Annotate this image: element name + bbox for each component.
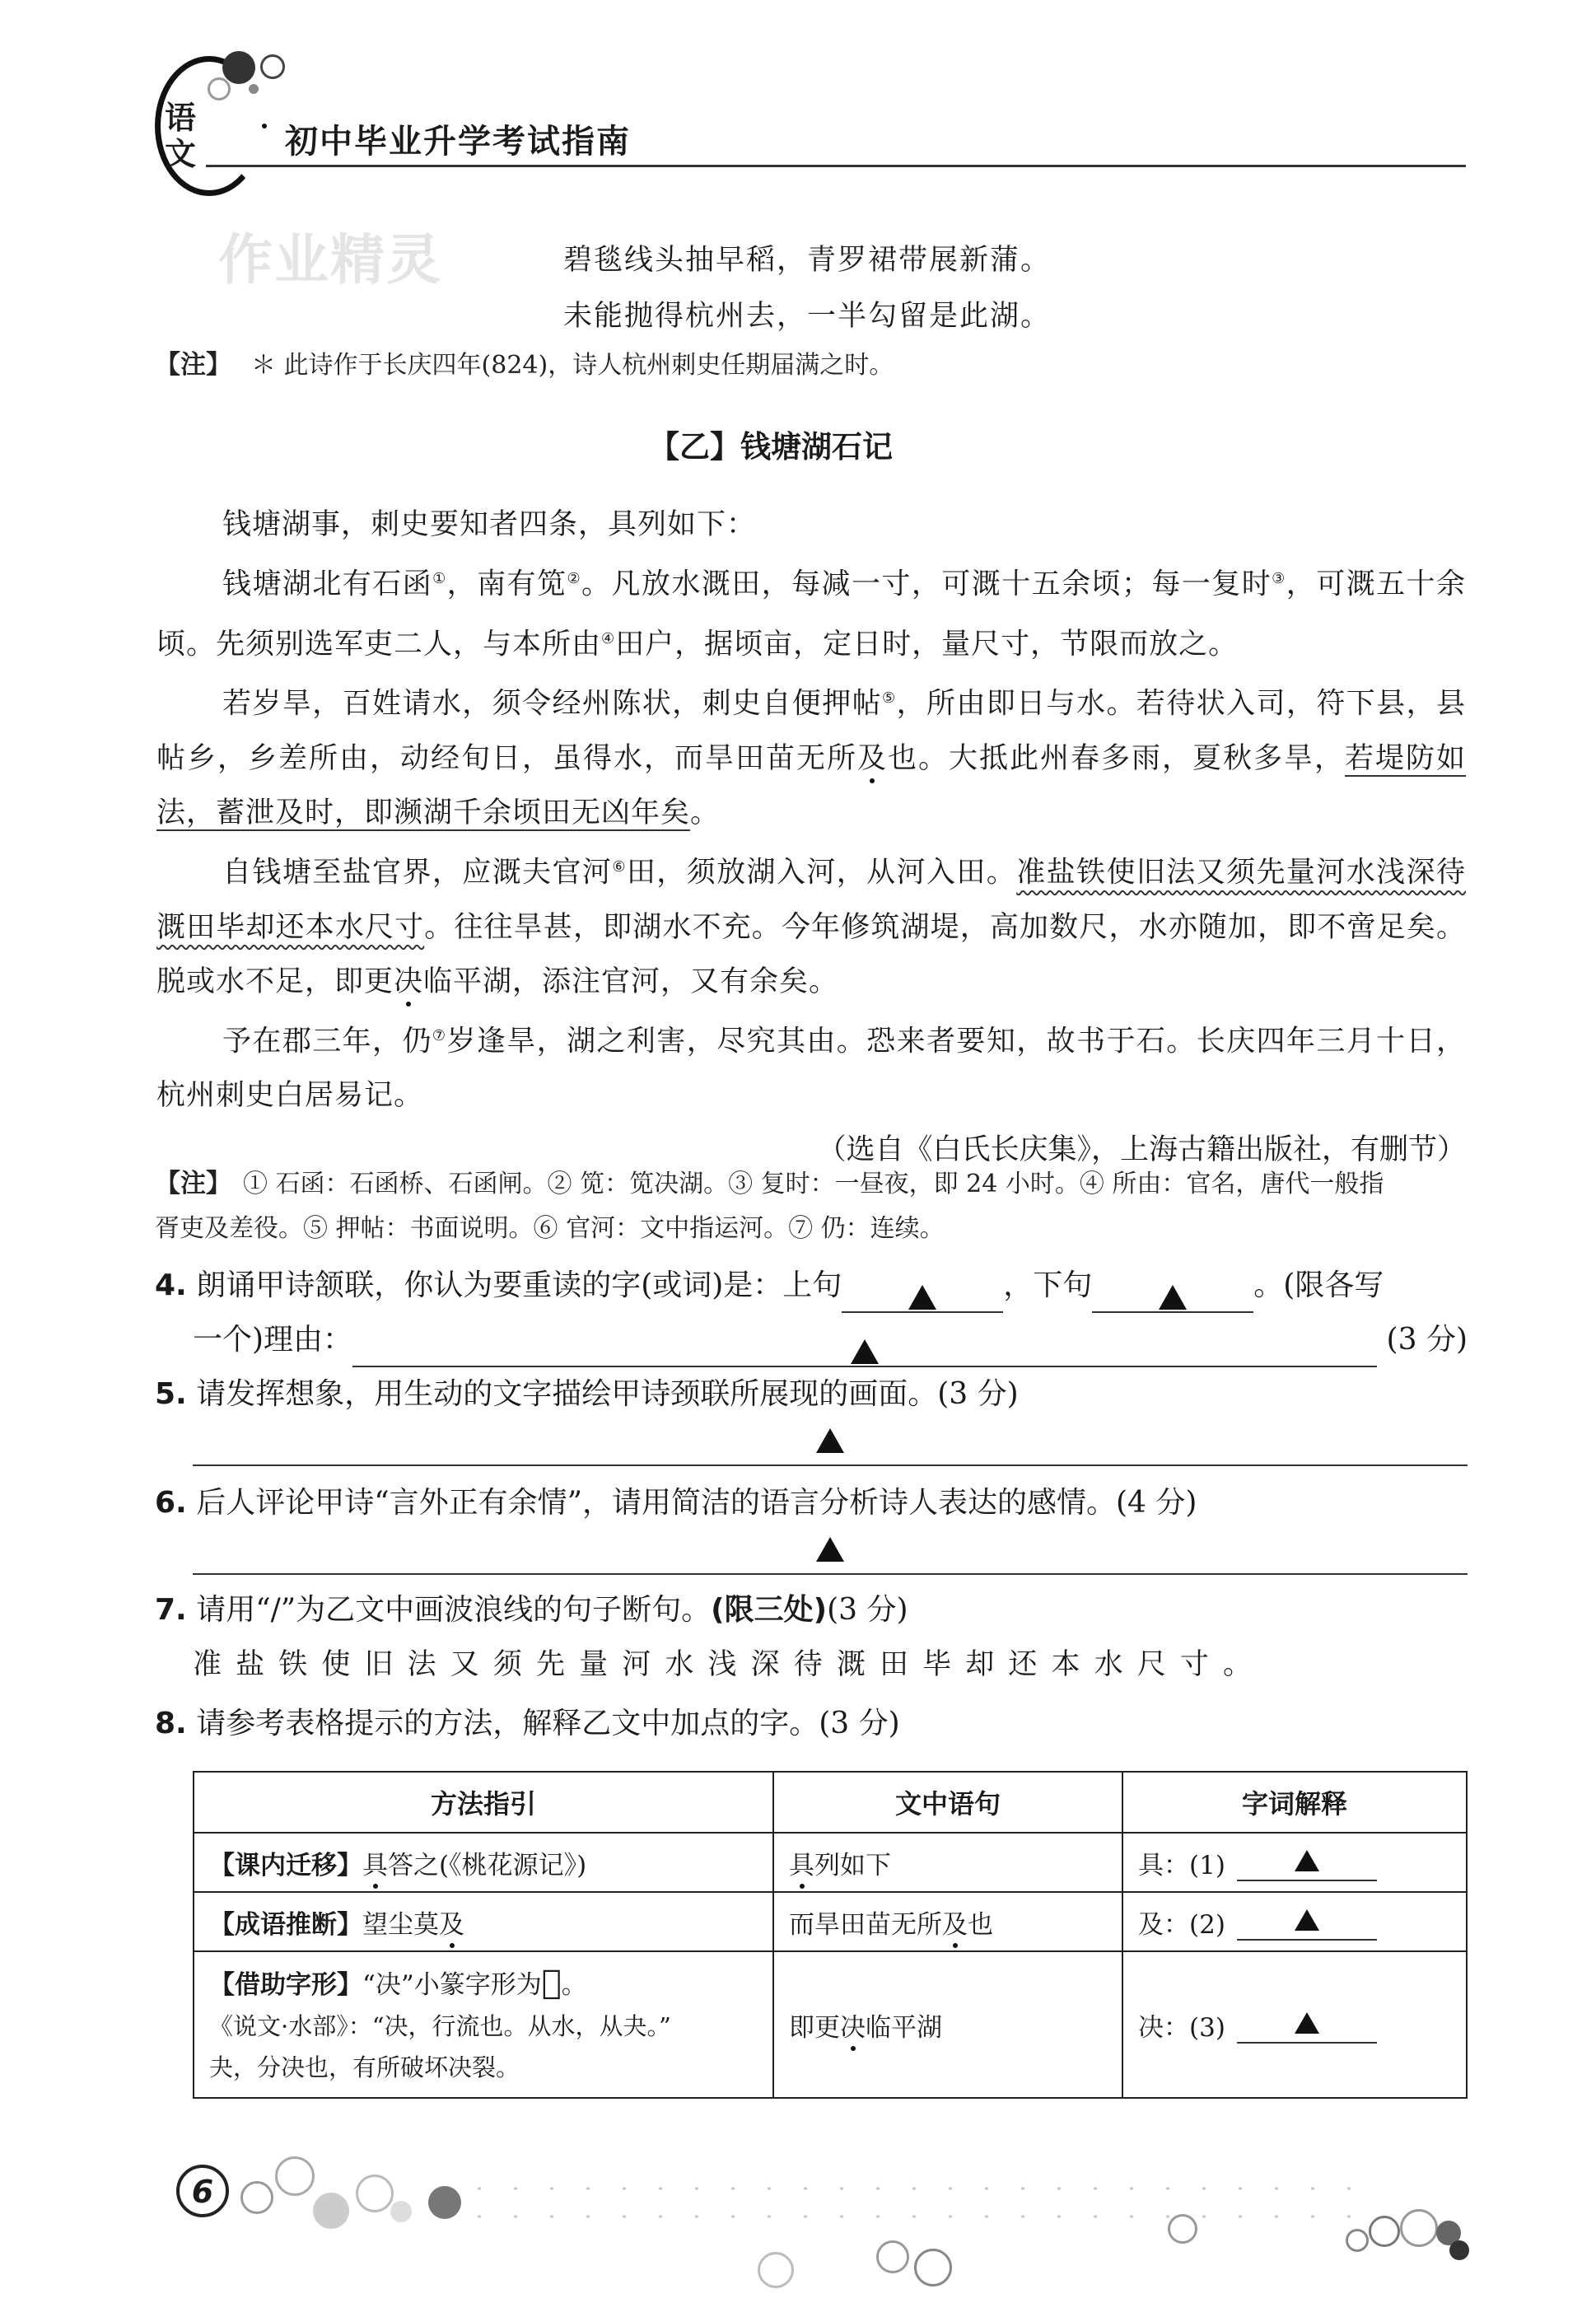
header-separator-dot [262,124,267,128]
footer-bubble [1369,2216,1400,2247]
footer-dotted-trail [461,2175,1367,2240]
table-row [194,1951,1467,2098]
footer-bubble [1449,2240,1469,2260]
footer-bubble [356,2175,394,2212]
table-header-method: 方法指引 [194,1772,773,1833]
table-cell-answer[interactable]: 及：(2) [1122,1892,1467,1951]
table-cell-answer[interactable]: 决：(3) [1122,1951,1467,2098]
watermark: 作业精灵 [218,228,442,292]
table-cell-sentence: 具列如下 [773,1833,1122,1892]
header-dot-tiny [249,84,259,94]
header-dot-medium [260,54,285,79]
footer-bubble [428,2186,461,2219]
table-cell-answer[interactable]: 具：(1) [1122,1833,1467,1892]
wavy-underlined-sentence: 准盐铁使旧法又须先量河水浅深待溉田毕却还本水尺寸 [156,856,1466,944]
footer-bubble [876,2240,909,2273]
table-cell-sentence: 而旱田苗无所及也 [773,1892,1122,1951]
passage-paragraph-3: 若岁旱，百姓请水，须令经州陈状，刺史自便押帖⑤，所由即日与水。若待状入司，符下县，县帖乡，乡差所由，动经旬日，虽得水，而旱田苗无所及也。大抵此州春多雨，夏秋多旱，若堤防如法，蓄泄及时，即濒湖千余顷田无凶年矣。 [156,687,1466,829]
question-6: 6. 后人评论甲诗“言外正有余情”，请用简洁的语言分析诗人表达的感情。(4 分) [155,1486,1197,1520]
passage-source: （选自《白氏长庆集》，上海古籍出版社，有删节） [817,1133,1466,1167]
footer-bubble [275,2156,315,2196]
question-7: 7. 请用“/”为乙文中画波浪线的句子断句。(限三处)(3 分) 准 盐 铁 使 旧 法 又 须 先 量 河 水 浅 深 待 溉 田 毕 却 还 本 水 尺 寸 。 [155,1583,1468,1692]
poem-note-text: ＊ 此诗作于长庆四年(824)，诗人杭州刺史任期届满之时。 [251,351,894,380]
table-cell-method: 【借助字形】“决”小篆字形为𣳍。 《说文·水部》：“决，行流也。从水，从夬。” 夬，分决也，有所破坏决裂。 [194,1951,773,2098]
table-header-sentence: 文中语句 [773,1772,1122,1833]
methods-table [193,1771,1468,2099]
passage-note-label: 【注】 [155,1169,231,1198]
dotted-char-jue: 决 [394,965,424,998]
answer-blank-3[interactable] [1237,2011,1377,2044]
question-4: 4. 朗诵甲诗颔联，你认为要重读的字(或词)是：上句 ，下句 。(限各写 一个)理由： (3 分) [155,1259,1468,1367]
footer-bubble [390,2201,412,2222]
table-cell-method: 【成语推断】望尘莫及 [194,1892,773,1951]
passage-heading: 【乙】钱塘湖石记 [649,429,893,465]
footer-bubble [758,2252,794,2288]
answer-blank-1[interactable] [1237,1848,1377,1881]
passage-paragraph-4: 自钱塘至盐官界，应溉夫官河⑥田，须放湖入河，从河入田。准盐铁使旧法又须先量河水浅深待溉田毕却还本水尺寸。往往旱甚，即湖水不充。今年修筑湖堤，高加数尺，水亦随加，即不啻足矣。脱或水不足，即更决临平湖，添注官河，又有余矣。 [156,856,1466,998]
table-header-row [194,1772,1467,1833]
passage-note-line-1: ① 石函：石函桥、石函闸。② 笕：笕决湖。③ 复时：一昼夜，即 24 小时。④ 所由：官名，唐代一般指 [243,1170,1384,1198]
table-row [194,1892,1467,1951]
page-number-badge [176,2165,229,2217]
passage-paragraph-1: 钱塘湖事，刺史要知者四条，具列如下： [222,508,757,541]
passage-paragraph-5: 予在郡三年，仍⑦岁逢旱，湖之利害，尽究其由。恐来者要知，故书于石。长庆四年三月十日，杭州刺史白居易记。 [156,1025,1466,1113]
table-cell-sentence: 即更决临平湖 [773,1951,1122,2098]
dotted-char-ji: 及 [856,741,888,775]
passage-note-line-2: 胥吏及差役。⑤ 押帖：书面说明。⑥ 官河：文中指运河。⑦ 仍：连续。 [155,1214,945,1243]
q7-sentence: 准 盐 铁 使 旧 法 又 须 先 量 河 水 浅 深 待 溉 田 毕 却 还 本 水 尺 寸 。 [193,1648,1255,1681]
seal-script-glyph: 𣳍 [541,1962,562,2002]
question-8: 8. 请参考表格提示的方法，解释乙文中加点的字。(3 分) [155,1707,900,1740]
header-title: 初中毕业升学考试指南 [285,122,631,161]
passage-body [156,498,1466,1177]
footer-bubble [1400,2209,1438,2247]
passage-note [155,1161,1468,1251]
poem-line-2: 未能抛得杭州去，一半勾留是此湖。 [563,300,1052,333]
straight-underlined-sentence: 若堤防如法，蓄泄及时，即濒湖千余顷田无凶年矣 [156,741,1466,829]
poem-note-label: 【注】 [155,350,231,380]
q6-answer-line[interactable] [193,1537,1468,1575]
footer-bubble [914,2249,952,2287]
table-header-explanation: 字词解释 [1122,1772,1467,1833]
header-dot-small [208,77,231,100]
answer-blank-2[interactable] [1237,1908,1377,1941]
header-rule [206,165,1466,167]
poem-note [155,343,894,388]
header-dot-large [222,51,255,84]
footer-bubble [240,2181,273,2214]
table-row [194,1833,1467,1892]
subject-label-top: 语 [165,100,197,136]
table-cell-method: 【课内迁移】具答之(《桃花源记》) [194,1833,773,1892]
q4-upper-answer-blank[interactable] [842,1273,1003,1313]
q4-lower-answer-blank[interactable] [1092,1273,1253,1313]
q5-answer-line[interactable] [193,1428,1468,1466]
subject-label-bottom: 文 [165,136,197,172]
poem-line-1: 碧毯线头抽早稻，青罗裙带展新蒲。 [563,244,1052,277]
page-number: 6 [191,2174,214,2210]
question-5: 5. 请发挥想象，用生动的文字描绘甲诗颈联所展现的画面。(3 分) [155,1377,1019,1411]
passage-paragraph-2: 钱塘湖北有石函①，南有笕②。凡放水溉田，每减一寸，可溉十五余顷；每一复时③，可溉五十余顷。先须别选军吏二人，与本所由④田户，据顷亩，定日时，量尺寸，节限而放之。 [156,568,1466,661]
q4-reason-answer-blank[interactable] [352,1328,1377,1367]
footer-bubble [313,2193,349,2229]
